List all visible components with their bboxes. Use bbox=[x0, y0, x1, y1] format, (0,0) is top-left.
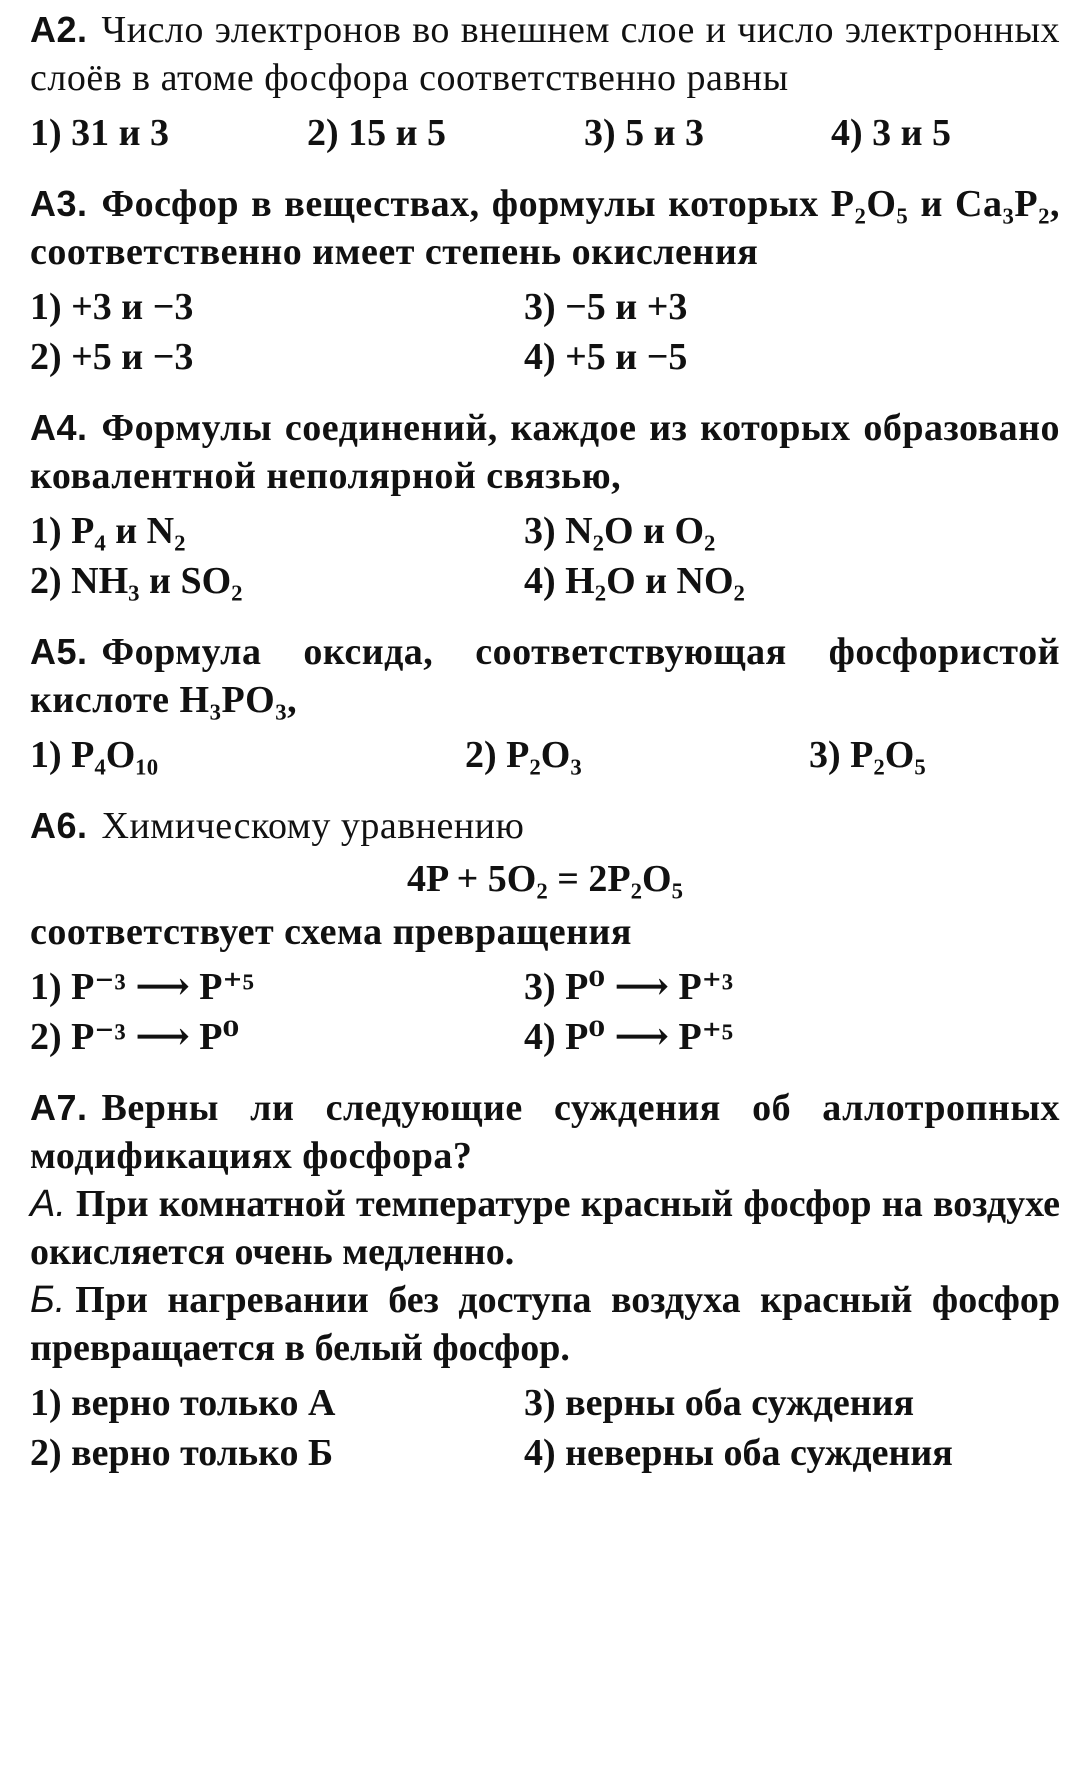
answer-option-1[interactable]: 1) P₄O₁₀ bbox=[30, 734, 159, 776]
question-stem: A5. Формула оксида, соответствующая фосфористой кислоте H₃PO₃, bbox=[30, 631, 1060, 721]
answer-option-2[interactable]: 2) P₂O₃ bbox=[465, 734, 582, 776]
answer-option-4[interactable]: 4) P⁰ ⟶ P⁺⁵ bbox=[524, 1016, 734, 1058]
question-a3 bbox=[30, 180, 1060, 382]
question-number: A2. bbox=[30, 9, 88, 50]
question-a4 bbox=[30, 404, 1060, 606]
question-a5 bbox=[30, 628, 1060, 780]
question-number: A6. bbox=[30, 805, 88, 846]
formula: H₃PO₃ bbox=[179, 679, 288, 721]
answer-options bbox=[30, 1378, 1060, 1478]
answer-option-1[interactable]: 1) P⁻³ ⟶ P⁺⁵ bbox=[30, 966, 254, 1008]
answer-option-2[interactable]: 2) P⁻³ ⟶ P⁰ bbox=[30, 1016, 240, 1058]
statement-letter: Б. bbox=[30, 1279, 66, 1321]
question-a7 bbox=[30, 1084, 1060, 1478]
answer-options bbox=[30, 730, 1060, 780]
answer-options bbox=[30, 282, 1060, 382]
answer-option-1[interactable]: 1) P₄ и N₂ bbox=[30, 510, 186, 552]
answer-option-1[interactable]: 1) 31 и 3 bbox=[30, 112, 170, 154]
answer-option-3[interactable]: 3) P₂O₅ bbox=[809, 734, 926, 776]
chemical-equation: 4P + 5O₂ = 2P₂O₅ bbox=[407, 858, 683, 900]
answer-option-2[interactable]: 2) +5 и −3 bbox=[30, 336, 194, 378]
answer-option-2[interactable]: 2) NH₃ и SO₂ bbox=[30, 560, 243, 602]
answer-options bbox=[30, 108, 1060, 158]
question-number: A5. bbox=[30, 631, 88, 672]
question-stem-continued: соответствует схема превращения bbox=[30, 911, 632, 953]
formula: P₂O₅ bbox=[830, 183, 909, 225]
question-number: A7. bbox=[30, 1087, 88, 1128]
question-number: A4. bbox=[30, 407, 88, 448]
answer-option-4[interactable]: 4) 3 и 5 bbox=[831, 112, 952, 154]
question-a2 bbox=[30, 6, 1060, 158]
question-a6 bbox=[30, 802, 1060, 1062]
answer-options bbox=[30, 506, 1060, 606]
answer-option-3[interactable]: 3) −5 и +3 bbox=[524, 286, 688, 328]
question-stem: A4. Формулы соединений, каждое из которых образовано ковалентной неполярной связью, bbox=[30, 407, 1060, 497]
formula: Ca₃P₂ bbox=[955, 183, 1050, 225]
statement-a: А. При комнатной температуре красный фосфор на воздухе окисляется очень медленно. bbox=[30, 1183, 1060, 1273]
answer-option-3[interactable]: 3) 5 и 3 bbox=[584, 112, 705, 154]
answer-option-3[interactable]: 3) N₂O и O₂ bbox=[524, 510, 716, 552]
answer-option-4[interactable]: 4) +5 и −5 bbox=[524, 336, 688, 378]
answer-option-4[interactable]: 4) H₂O и NO₂ bbox=[524, 560, 745, 602]
answer-option-1[interactable]: 1) +3 и −3 bbox=[30, 286, 194, 328]
statement-letter: А. bbox=[30, 1183, 66, 1225]
answer-option-3[interactable]: 3) P⁰ ⟶ P⁺³ bbox=[524, 966, 734, 1008]
answer-option-4[interactable]: 4) неверны оба суждения bbox=[524, 1432, 953, 1474]
question-stem: A2. Число электронов во внешнем слое и число электронных слоёв в атоме фосфора соответственно равны bbox=[30, 9, 1060, 99]
question-stem: A3. Фосфор в веществах, формулы которых P₂O₅ и Ca₃P₂, соответственно имеет степень окисления bbox=[30, 183, 1060, 273]
answer-option-3[interactable]: 3) верны оба суждения bbox=[524, 1382, 915, 1424]
answer-option-2[interactable]: 2) верно только Б bbox=[30, 1432, 334, 1474]
answer-option-1[interactable]: 1) верно только А bbox=[30, 1382, 336, 1424]
question-number: A3. bbox=[30, 183, 88, 224]
answer-options bbox=[30, 962, 1060, 1062]
question-stem: A7. Верны ли следующие суждения об аллотропных модификациях фосфора? bbox=[30, 1087, 1060, 1177]
test-page bbox=[30, 6, 1060, 1500]
answer-option-2[interactable]: 2) 15 и 5 bbox=[307, 112, 447, 154]
question-stem: A6. Химическому уравнению bbox=[30, 805, 525, 847]
statement-b: Б. При нагревании без доступа воздуха красный фосфор превращается в белый фосфор. bbox=[30, 1279, 1060, 1369]
